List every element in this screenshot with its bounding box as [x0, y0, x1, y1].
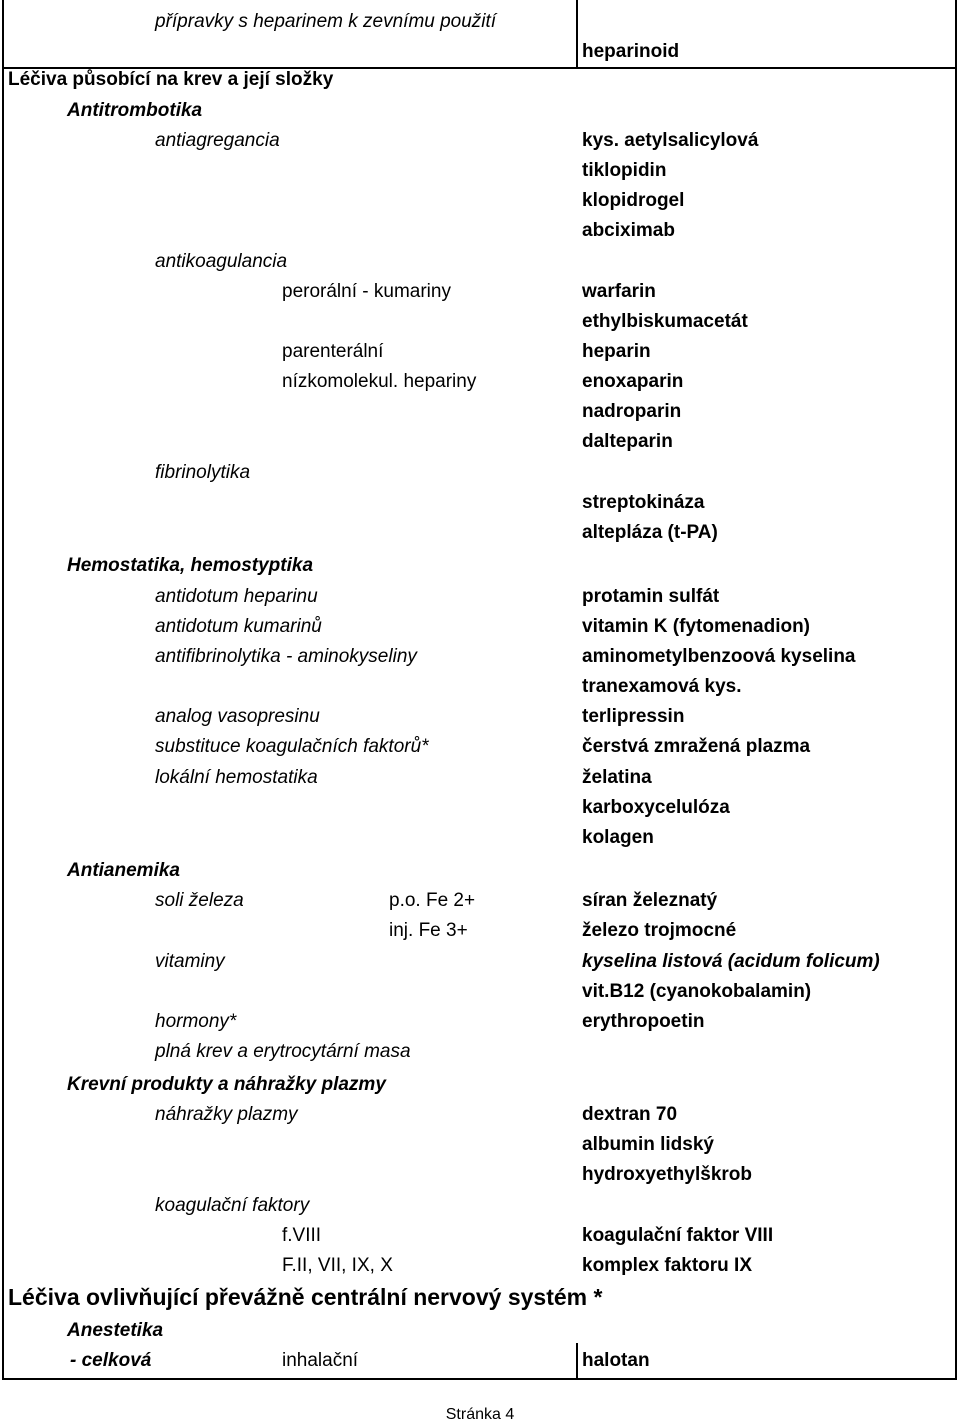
- column-divider-bottom: [576, 1343, 578, 1380]
- drug-name: altepláza (t-PA): [582, 522, 718, 543]
- drug-name: vitamin K (fytomenadion): [582, 616, 811, 637]
- cell-text: inj. Fe 3+: [389, 920, 468, 941]
- cell-text: antikoagulancia: [155, 251, 288, 272]
- cell-text: antiagregancia: [155, 130, 280, 151]
- drug-name: ethylbiskumacetát: [582, 311, 748, 332]
- drug-name: karboxycelulóza: [582, 797, 730, 818]
- cell-text: antidotum heparinu: [155, 586, 318, 607]
- cell-text: parenterální: [282, 341, 384, 362]
- drug-name: enoxaparin: [582, 371, 684, 392]
- drug-name: dextran 70: [582, 1104, 678, 1125]
- drug-name: klopidrogel: [582, 190, 685, 211]
- drug-name: tranexamová kys.: [582, 676, 742, 697]
- cell-text: náhražky plazmy: [155, 1104, 298, 1125]
- cell-text: fibrinolytika: [155, 462, 251, 483]
- drug-name: kys. aetylsalicylová: [582, 130, 759, 151]
- subsection-heading: Antianemika: [67, 860, 180, 881]
- drug-name: želatina: [582, 767, 652, 788]
- page-footer: Stránka 4: [445, 1406, 515, 1423]
- cell-text: perorální - kumariny: [282, 281, 451, 302]
- cell-text: hormony*: [155, 1011, 237, 1032]
- drug-name: albumin lidský: [582, 1134, 714, 1155]
- subsection-heading: Anestetika: [67, 1320, 164, 1341]
- cell-text: přípravky s heparinem k zevnímu použití: [155, 11, 497, 32]
- drug-name: síran železnatý: [582, 890, 718, 911]
- column-divider-top: [576, 0, 578, 67]
- drug-name: erythropoetin: [582, 1011, 705, 1032]
- cell-text: plná krev a erytrocytární masa: [155, 1041, 411, 1062]
- drug-name: kolagen: [582, 827, 654, 848]
- drug-name: halotan: [582, 1350, 650, 1371]
- drug-name: warfarin: [582, 281, 656, 302]
- cell-text: - celková: [70, 1350, 152, 1371]
- subsection-heading: Krevní produkty a náhražky plazmy: [67, 1074, 386, 1095]
- drug-name: aminometylbenzoová kyselina: [582, 646, 856, 667]
- drug-name: terlipressin: [582, 706, 685, 727]
- cell-text: antidotum kumarinů: [155, 616, 322, 637]
- drug-name: komplex faktoru IX: [582, 1255, 752, 1276]
- cell-text: nízkomolekul. hepariny: [282, 371, 477, 392]
- drug-name: heparin: [582, 341, 651, 362]
- drug-name: streptokináza: [582, 492, 705, 513]
- cell-text: inhalační: [282, 1350, 359, 1371]
- right-border: [955, 0, 957, 1380]
- section-heading: Léčiva ovlivňující převážně centrální nervový systém *: [8, 1284, 603, 1310]
- cell-text: antifibrinolytika - aminokyseliny: [155, 646, 417, 667]
- cell-text: p.o. Fe 2+: [389, 890, 476, 911]
- drug-name: hydroxyethylškrob: [582, 1164, 752, 1185]
- drug-name: dalteparin: [582, 431, 673, 452]
- cell-text: substituce koagulačních faktorů*: [155, 736, 429, 757]
- cell-text: soli železa: [155, 890, 244, 911]
- drug-name: koagulační faktor VIII: [582, 1225, 774, 1246]
- drug-name: nadroparin: [582, 401, 682, 422]
- left-border: [2, 0, 4, 1380]
- drug-name: čerstvá zmražená plazma: [582, 736, 811, 757]
- subsection-heading: Hemostatika, hemostyptika: [67, 555, 314, 576]
- drug-name: protamin sulfát: [582, 586, 720, 607]
- cell-text: heparinoid: [582, 41, 680, 62]
- drug-name: abciximab: [582, 220, 675, 241]
- cell-text: koagulační faktory: [155, 1195, 310, 1216]
- drug-name: kyselina listová (acidum folicum): [582, 951, 880, 972]
- cell-text: analog vasopresinu: [155, 706, 320, 727]
- drug-name: tiklopidin: [582, 160, 667, 181]
- cell-text: f.VIII: [282, 1225, 322, 1246]
- drug-name: vit.B12 (cyanokobalamin): [582, 981, 812, 1002]
- subsection-heading: Antitrombotika: [67, 100, 203, 121]
- bottom-rule: [2, 1378, 957, 1380]
- drug-name: železo trojmocné: [582, 920, 737, 941]
- cell-text: F.II, VII, IX, X: [282, 1255, 393, 1276]
- section-heading: Léčiva působící na krev a její složky: [8, 69, 334, 90]
- cell-text: lokální hemostatika: [155, 767, 318, 788]
- cell-text: vitaminy: [155, 951, 225, 972]
